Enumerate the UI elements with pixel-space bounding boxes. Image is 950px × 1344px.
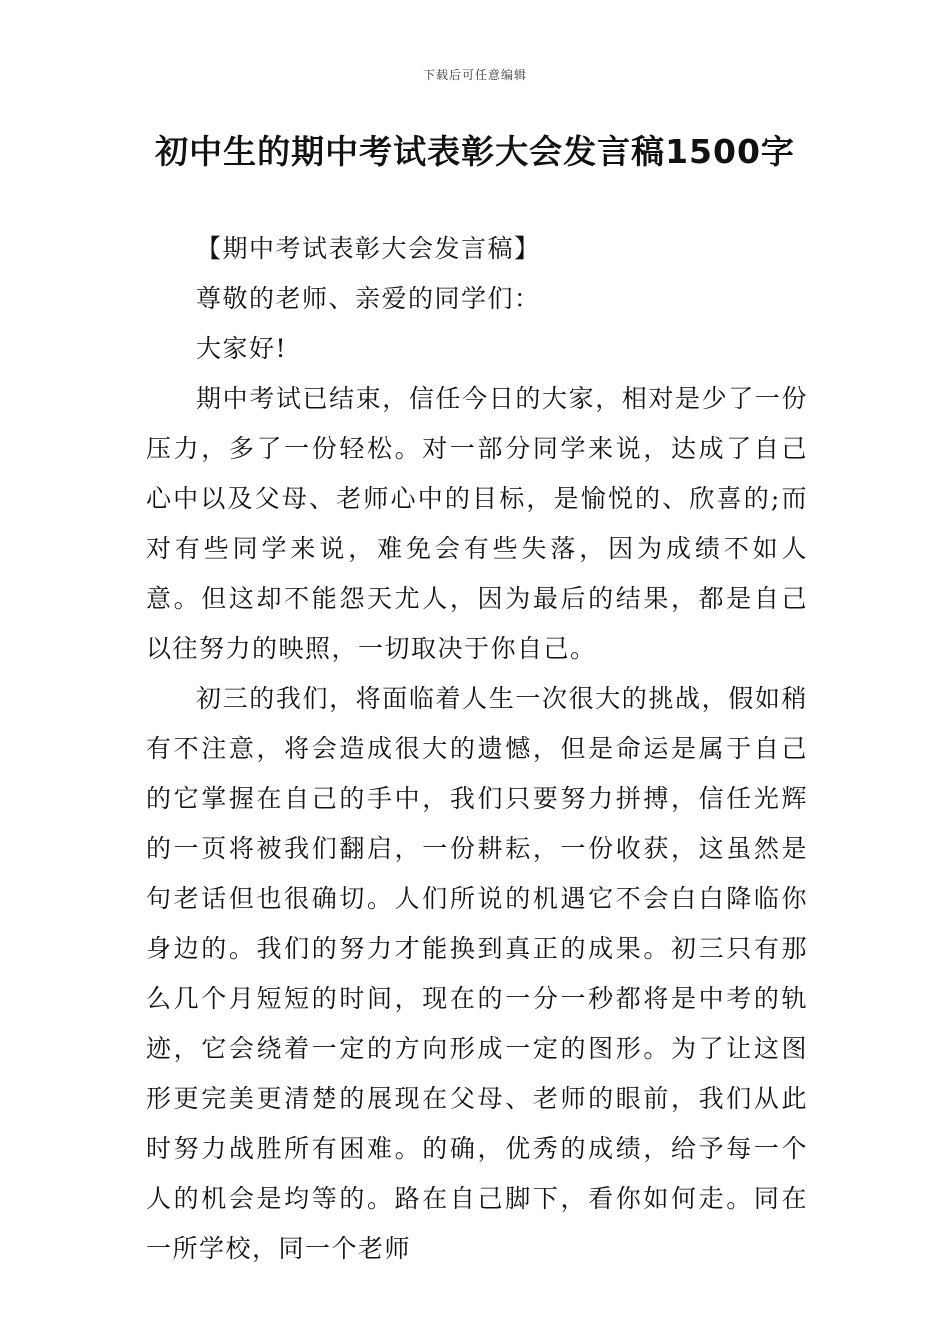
document-body (146, 224, 808, 1274)
body-paragraph: 期中考试已结束，信任今日的大家，相对是少了一份压力，多了一份轻松。对一部分同学来说，达成了自己心中以及父母、老师心中的目标，是愉悦的、欣喜的;而对有些同学来说，难免会有些失落，因为成绩不如人意。但这却不能怨天尤人，因为最后的结果，都是自己以往努力的映照，一切取决于你自己。 (146, 384, 808, 663)
body-paragraph: 初三的我们，将面临着人生一次很大的挑战，假如稍有不注意，将会造成很大的遗憾，但是命运是属于自己的它掌握在自己的手中，我们只要努力拼搏，信任光辉的一页将被我们翻启，一份耕耘，一份收获，这虽然是句老话但也很确切。人们所说的机遇它不会白白降临你身边的。我们的努力才能换到真正的成果。初三只有那么几个月短短的时间，现在的一分一秒都将是中考的轨迹，它会绕着一定的方向形成一定的图形。为了让这图形更完美更清楚的展现在父母、老师的眼前，我们从此时努力战胜所有困难。的确，优秀的成绩，给予每一个人的机会是均等的。路在自己脚下，看你如何走。同在一所学校，同一个老师 (146, 684, 808, 1263)
section-heading: 【期中考试表彰大会发言稿】 (196, 234, 541, 263)
document-title: 初中生的期中考试表彰大会发言稿1500字 (155, 132, 795, 171)
greeting: 大家好! (196, 334, 288, 363)
salutation: 尊敬的老师、亲爱的同学们： (196, 284, 541, 313)
header-note: 下载后可任意编辑 (422, 68, 527, 82)
